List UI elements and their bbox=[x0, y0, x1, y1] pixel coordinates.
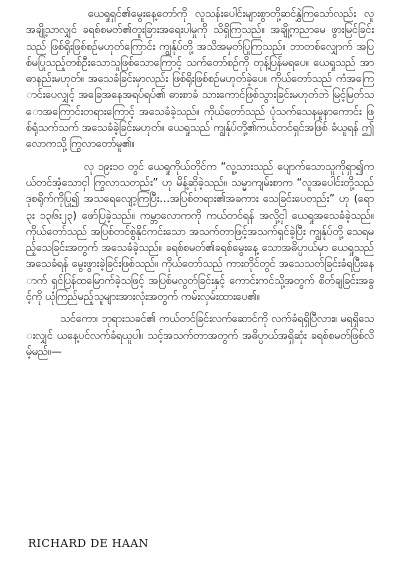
body-paragraph-3: သင်ကော၊ ဘုရားသခင်၏ ကယ်တင်ခြင်းလက်ဆောင်ကို လက်ခံရရှိပြီလား။ မရရှိသေးလျှင် ယနေ့ပင်လက်ခံရယူပါ။ သင့်အသက်တာအတွက် အဓိပ္ပာယ်အရှိဆုံး ခရစ်စမတ်ဖြစ်လိမ့်မည်။— bbox=[26, 313, 374, 358]
body-paragraph-1: ယေရှုရှင်၏မွေးနေ့တော်ကို လူသန်းပေါင်းများစွာတို့ဆင်နွှဲကြသော်လည်း လူအချို့သာလျှင် ခရစ်စမတ်၏တူးခြားအရေးပါမှုကို သိရှိကြသည်။ အချို့ကညာမေ ဖွားမြင်ခြင်းသည် ဖြစ်ရိုးဖြစ်စဉ်မဟုတ်ကြောင်း ကျွန်ုပ်တို့ အသိအမှတ်ပြုကြသည်။ ဘာတစ်လျှောက် အပြစ်မပြုသည့်တစ်ဦးသောသူဖြစ်သောကြောင့် သက်တော်စဉ်ကို တုန့်ပြန်မရပေ။ ယေရှုသည် အာဓာနည်းမဟုတ်။ အသေခံခြင်းမှာလည်း ဖြစ်ရိုးဖြစ်စဉ်မဟုတ်ခဲ့ပေ။ ကိုယ်တော်သည် ကံအကြောင်းပေလျှင့် အခြေအနေအရပ်ရပ်၏ ဓားစာခံ သားကောင်ဖြစ်သွားခြင်းမဟုတ်ဘဲ မြင့်မြတ်သောအကြောင်းတရားကြောင့် အသေခံခဲ့သည်။ ကိုယ်တော်သည် ပုံသက်သေနမူနာကောင်း ဖြစ်ရုံသက်သက် အသေခံခဲ့ခြင်းမဟုတ်။ ယေရှုသည် ကျွန်ုပ်တို့၏ကယ်တင်ရှင်အဖြစ် ခံယူရန် ဤလောကသို့ ကြွလာတော်မူ၏။ bbox=[26, 8, 374, 151]
body-paragraph-2: လု ၁၉း၁၀ တွင် ယေရှုကိုယ်တိုင်က “လူ့သားသည် ပျောက်သောသူကိုရှာ၍ကယ်တင်အံ့သောငှါ ကြွလာသတည်း” ဟု မိန့်ဆိုခဲ့သည်။ သမ္မာကျမ်းစာက “လူအပေါင်းတို့သည် ဒုစရိုက်ကိုပြု၍ အသရေလျော့ကြပြီး…အပြစ်တရား၏အခကား သေခြင်းပေတည်း” ဟု (ရော ၃း ၁၃၊၆း၂၃) ဖော်ပြခဲ့သည်။ ကမ္ဘာလောကကို ကယ်တင်ရန် အလို့ငှါ ယေရှုအသေခံခဲ့သည်။ ကိုယ်တော်သည် အပြစ်တင်စွဲနိုင်ကင်းသော အသက်တာဖြင့်အသက်ရှင်ခဲ့ပြီး ကျွန်ုပ်တို့ သေရမည့်သေခြင်းအတွက် အသေခံခဲ့သည်။ ခရစ်စမတ်၏ခရစ်မွေးနေ့ သောအဓိပ္ပာယ်မှာ ယေရှုသည် အသေခံရန် မွေးဖွားခဲ့ခြင်းဖြစ်သည်။ ကိုယ်တော်သည် ကားတိုင်တွင် အသေသတ်ခြင်းခံရပြီးနောက် ရှင်ပြန်ထမြောက်ခဲ့သဖြင့် အပြစ်မလွတ်ခြင်းနှင့် ကောင်းကင်သို့အတွက် စိတ်ချခြင်းအခွင့်ကို ယုံကြည်မည့်သူများအားလုံးအတွက် ကမ်းလှမ်းထားပေ၏။ bbox=[26, 160, 374, 304]
author-signature: RICHARD DE HAAN bbox=[28, 537, 149, 550]
